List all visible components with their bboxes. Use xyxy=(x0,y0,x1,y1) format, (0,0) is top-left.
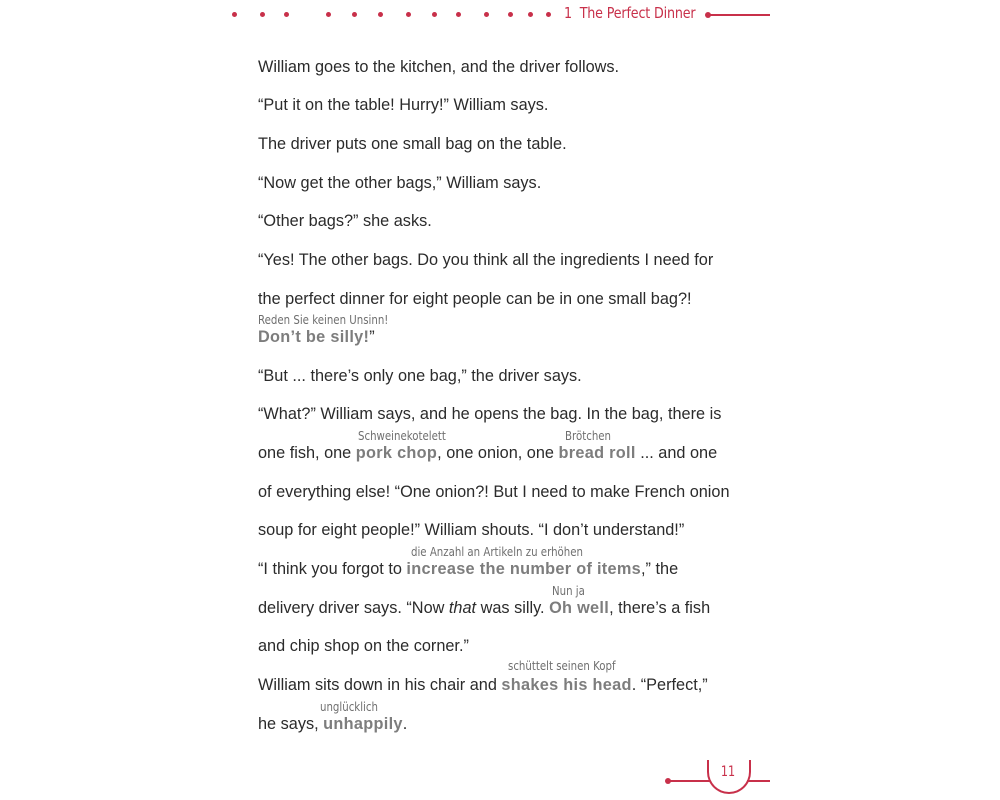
header-rule-dot xyxy=(705,12,711,18)
gloss-shakes-head: schüttelt seinen Kopf xyxy=(508,659,616,673)
text-line xyxy=(258,598,710,618)
text-fragment: “I think you forgot to xyxy=(258,560,407,578)
footer-rule xyxy=(668,780,710,782)
vocab-dont-be-silly: Don’t be silly! xyxy=(258,328,370,346)
vocab-bread-roll: bread roll xyxy=(558,444,636,462)
header-rule xyxy=(708,14,770,16)
footer-rule xyxy=(747,780,770,782)
text-fragment: , there’s a fish xyxy=(609,599,711,617)
vocab-oh-well: Oh well xyxy=(549,599,610,617)
header-dot xyxy=(432,12,437,17)
text-line: soup for eight people!” William shouts. “I don’t understand!” xyxy=(258,521,685,539)
header-dot xyxy=(326,12,331,17)
text-fragment: delivery driver says. “Now xyxy=(258,599,449,617)
header-dot xyxy=(352,12,357,17)
gloss-bread-roll: Brötchen xyxy=(565,429,612,443)
header-dot xyxy=(378,12,383,17)
page-number: 11 xyxy=(720,764,736,780)
header-dot xyxy=(406,12,411,17)
vocab-unhappily: unhappily xyxy=(323,715,403,733)
header-dot xyxy=(484,12,489,17)
text-line: the perfect dinner for eight people can be in one small bag?! xyxy=(258,290,692,308)
text-line: William goes to the kitchen, and the driver follows. xyxy=(258,58,620,76)
text-line: and chip shop on the corner.” xyxy=(258,637,469,655)
gloss-dont-be-silly: Reden Sie keinen Unsinn! xyxy=(258,313,389,327)
text-line: “But ... there’s only one bag,” the driver says. xyxy=(258,367,582,385)
header-dot xyxy=(260,12,265,17)
text-fragment: . xyxy=(402,715,408,733)
text-line xyxy=(258,675,708,695)
header-dot xyxy=(528,12,533,17)
vocab-pork-chop: pork chop xyxy=(355,444,438,462)
gloss-oh-well: Nun ja xyxy=(552,584,585,598)
header-dot xyxy=(546,12,551,17)
text-line: “Put it on the table! Hurry!” William says. xyxy=(258,96,549,114)
text-line: The driver puts one small bag on the table. xyxy=(258,135,567,153)
emphasis-text: that xyxy=(448,599,477,617)
gloss-unhappily: unglücklich xyxy=(320,700,378,714)
text-fragment: ... and one xyxy=(635,444,718,462)
header-dot xyxy=(456,12,461,17)
header-dot xyxy=(284,12,289,17)
text-line xyxy=(258,327,375,347)
gloss-pork-chop: Schweinekotelett xyxy=(358,429,446,443)
header-dot xyxy=(232,12,237,17)
text-fragment: William sits down in his chair and xyxy=(258,676,502,694)
vocab-shakes-head: shakes his head xyxy=(501,676,632,694)
text-fragment: he says, xyxy=(258,715,324,733)
text-line: “Other bags?” she asks. xyxy=(258,212,432,230)
text-fragment: ,” the xyxy=(641,560,679,578)
text-fragment: , one onion, one xyxy=(437,444,559,462)
gloss-increase-items: die Anzahl an Artikeln zu erhöhen xyxy=(411,545,584,559)
chapter-title: The Perfect Dinner xyxy=(579,4,696,22)
text-line: “What?” William says, and he opens the bag. In the bag, there is xyxy=(258,405,722,423)
text-line xyxy=(258,443,717,463)
text-line xyxy=(258,559,678,579)
text-line: “Now get the other bags,” William says. xyxy=(258,174,542,192)
text-line: “Yes! The other bags. Do you think all the ingredients I need for xyxy=(258,251,714,269)
chapter-heading xyxy=(564,4,695,22)
vocab-increase-items: increase the number of items xyxy=(406,560,642,578)
text-line xyxy=(258,714,407,734)
chapter-number: 1 xyxy=(564,4,572,22)
text-line: of everything else! “One onion?! But I need to make French onion xyxy=(258,483,730,501)
header-dot xyxy=(508,12,513,17)
text-fragment: one fish, one xyxy=(258,444,356,462)
running-header xyxy=(0,0,1000,34)
text-fragment: . “Perfect,” xyxy=(631,676,708,694)
text-fragment: was silly. xyxy=(476,599,550,617)
text-fragment: ” xyxy=(369,328,375,346)
